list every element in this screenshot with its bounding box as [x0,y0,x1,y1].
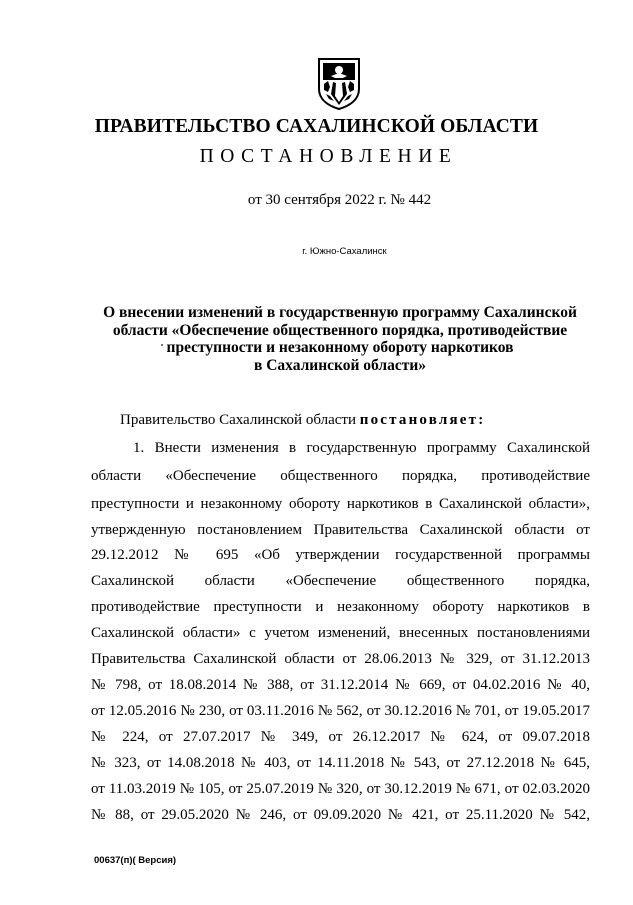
body-line: от 12.05.2016 № 230, от 03.11.2016 № 562, от 30.12.2016 № 701, от 19.05.2017 [91,703,590,719]
body-line: от 11.03.2019 № 105, от 25.07.2019 № 320, от 30.12.2019 № 671, от 02.03.2020 [91,781,590,797]
subject-line: преступности и незаконному обороту наркотиков [166,339,514,356]
body-line: Сахалинской области» с учетом изменений, внесенных постановлениями [91,625,590,641]
body-line: утвержденную постановлением Правительства Сахалинской области от [91,522,590,538]
preamble-text: Правительство Сахалинской области [120,412,360,428]
body-line: 29.12.2012 № 695 «Об утверждении государственной программы [91,547,590,563]
subject-line: в Сахалинской области» [253,356,427,374]
body-line: преступности и незаконному обороту наркотиков в Сахалинской области», [91,496,590,512]
preamble-emphasis: постановляет: [359,412,486,428]
document-subject [90,304,590,374]
body-line: 1. Внести изменения в государственную программу Сахалинской [133,440,590,456]
body-line: Сахалинской области «Обеспечение общественного порядка, [91,573,590,589]
document-version-footer: 00637(п)( Версия) [94,855,177,866]
government-title: ПРАВИТЕЛЬСТВО САХАЛИНСКОЙ ОБЛАСТИ [94,116,539,137]
subject-line: области «Обеспечение общественного порядка, противодействие [112,321,568,339]
document-date-number: от 30 сентября 2022 г. № 442 [247,192,432,208]
body-line: № 323, от 14.08.2018 № 403, от 14.11.2018 № 543, от 27.12.2018 № 645, [91,755,590,771]
document-type: ПОСТАНОВЛЕНИЕ [199,146,458,167]
scan-dot [161,344,163,346]
body-line: № 798, от 18.08.2014 № 388, от 31.12.2014 № 669, от 04.02.2016 № 40, [91,677,590,693]
subject-line: О внесении изменений в государственную программу Сахалинской [103,304,577,321]
sakhalin-coat-of-arms-icon [316,56,362,110]
city-name: г. Южно-Сахалинск [302,246,387,257]
body-line: области «Обеспечение общественного порядка, противодействие [91,468,590,484]
body-line: противодействие преступности и незаконному обороту наркотиков в [91,599,590,615]
body-line: Правительства Сахалинской области от 28.06.2013 № 329, от 31.12.2013 [91,651,590,667]
body-line: № 224, от 27.07.2017 № 349, от 26.12.2017 № 624, от 09.07.2018 [91,729,590,745]
body-line: № 88, от 29.05.2020 № 246, от 09.09.2020 № 421, от 25.11.2020 № 542, [91,807,590,823]
preamble [120,412,485,429]
